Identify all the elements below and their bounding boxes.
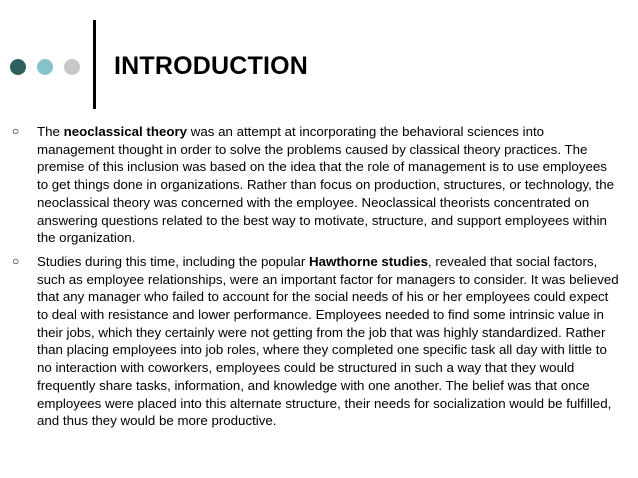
decorative-dot-dark (10, 59, 26, 75)
bullet-item (12, 123, 620, 247)
bold-term: Hawthorne studies (309, 253, 428, 269)
text-segment: was an attempt at incorporating the behavioral sciences into management thought in order to solve the problems caused by classical theory practices. The premise of this inclusion was based on the idea that the role of management is to use employees to get things done in organizations. Rather than focus on production, structures, or technology, the neoclassical theory was concerned with the employee. Neoclassical theorists concentrated on answering questions related to the best way to motivate, structure, and support employees within the organization. (37, 124, 615, 246)
bullet-circle-icon: ○ (12, 124, 20, 138)
text-segment: , revealed that social factors, such as employee relationships, were an important factor for managers to consider. It was believed that any manager who failed to account for the social needs of his or her employees could expect to deal with resistance and lower performance. Employees needed to find some intrinsic value in their jobs, which they certainly were not getting from the job that was highly standardized. Rather than placing employees into job roles, where they completed one specific task all day with little to no interaction with coworkers, employees could be structured in such a way that they would frequently share tasks, information, and knowledge with one another. The belief was that once employees were placed into this alternate structure, their needs for socialization would be fulfilled, and thus they would be more productive. (37, 253, 619, 429)
decorative-dot-teal (37, 59, 53, 75)
bullet-item (12, 253, 620, 430)
decorative-dot-gray (64, 59, 80, 75)
bullet-list (12, 123, 620, 436)
title-divider (93, 20, 96, 109)
text-segment: The (37, 124, 64, 139)
text-segment: Studies during this time, including the popular (37, 253, 310, 269)
slide-title: INTRODUCTION (114, 52, 309, 80)
bullet-text (37, 123, 620, 247)
bullet-text (37, 253, 620, 430)
bold-term: neoclassical theory (63, 124, 188, 139)
bullet-circle-icon: ○ (12, 253, 20, 268)
